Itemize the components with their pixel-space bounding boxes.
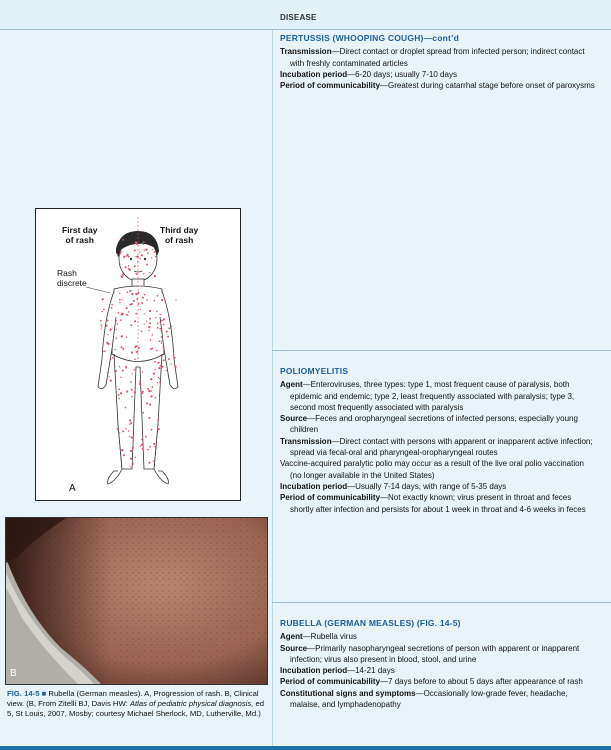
rash-dot bbox=[163, 318, 165, 320]
rash-dot bbox=[164, 298, 166, 300]
rash-dot bbox=[116, 337, 118, 339]
rash-dot bbox=[144, 323, 145, 324]
rash-dot bbox=[134, 346, 136, 348]
rash-dot bbox=[103, 350, 105, 352]
rash-dot bbox=[126, 314, 127, 315]
rash-dot bbox=[158, 377, 159, 378]
rash-dot bbox=[146, 299, 147, 300]
rash-dot bbox=[148, 462, 150, 464]
rash-dot bbox=[157, 382, 158, 383]
rash-dot bbox=[139, 380, 141, 382]
rash-dot bbox=[153, 443, 155, 445]
rash-dot bbox=[117, 428, 119, 430]
rash-dot bbox=[148, 330, 150, 332]
rash-dot bbox=[143, 241, 145, 243]
panel-a-label: A bbox=[69, 483, 76, 494]
rash-dot bbox=[153, 300, 155, 302]
rash-dot bbox=[139, 383, 141, 385]
rash-dot bbox=[131, 389, 133, 391]
rash-dot bbox=[168, 358, 170, 360]
rash-dot bbox=[110, 358, 111, 359]
rash-dot bbox=[159, 340, 161, 342]
definition-item bbox=[280, 676, 595, 687]
rash-dot bbox=[133, 417, 135, 419]
rash-dot bbox=[157, 322, 159, 324]
rash-dot bbox=[136, 243, 138, 245]
rash-dot bbox=[129, 269, 131, 271]
pertussis-title: PERTUSSIS (WHOOPING COUGH)—cont’d bbox=[280, 33, 459, 43]
rash-dot bbox=[134, 358, 136, 360]
rash-dot bbox=[163, 324, 165, 326]
rash-dot bbox=[106, 325, 108, 327]
rash-dot bbox=[148, 390, 150, 392]
definition-text: —Enteroviruses, three types: type 1, most frequent cause of paralysis, both epidemic and endemic; type 2, least frequently associated with paralysis; type 3, second most frequently associated with paralysis bbox=[290, 380, 575, 412]
rash-dot bbox=[118, 388, 120, 390]
rash-dot bbox=[131, 396, 133, 398]
rash-dot bbox=[125, 266, 127, 268]
rash-dot bbox=[122, 348, 124, 350]
rash-dot bbox=[151, 429, 153, 431]
rash-dot bbox=[139, 258, 140, 259]
rash-dot bbox=[127, 254, 129, 256]
rash-dot bbox=[161, 340, 162, 341]
definition-text: —Not exactly known; virus present in throat and feces shortly after infection and persists for about 1 week in throat and 4-6 weeks in feces bbox=[290, 493, 586, 514]
rash-dot bbox=[131, 467, 132, 468]
definition-text: —Occasionally low-grade fever, headache, malaise, and lymphadenopathy bbox=[290, 688, 568, 710]
rash-dot bbox=[159, 322, 160, 323]
rash-dot bbox=[154, 369, 156, 371]
child-figure-drawing bbox=[36, 209, 240, 500]
caption-text-2: ed 5, St Louis, 2007, Mosby; courtesy Michael Sherlock, MD, Lutherville, Md.) bbox=[7, 699, 265, 718]
rash-dot bbox=[133, 300, 135, 302]
page-header bbox=[0, 0, 611, 30]
rash-dot bbox=[134, 369, 135, 370]
rash-dot bbox=[101, 328, 102, 329]
clinical-photo-image bbox=[6, 518, 267, 684]
definition-label: Agent bbox=[280, 380, 303, 390]
rash-dot bbox=[119, 432, 121, 434]
definition-label: Constitutional signs and symptoms bbox=[280, 688, 416, 698]
definition-item bbox=[280, 46, 595, 69]
rash-dot bbox=[123, 454, 125, 456]
definition-item bbox=[280, 643, 595, 666]
rash-dot bbox=[118, 312, 120, 314]
rash-dot bbox=[141, 439, 143, 441]
rash-dot bbox=[115, 320, 117, 322]
definition-label: Period of communicability bbox=[280, 493, 381, 503]
rash-dot bbox=[125, 366, 126, 367]
definition-item bbox=[280, 436, 595, 459]
rash-dot bbox=[131, 436, 133, 438]
definition-text: —6-20 days; usually 7-10 days bbox=[347, 69, 457, 79]
rash-dot bbox=[122, 369, 124, 371]
rash-dot bbox=[115, 349, 116, 350]
rash-dot bbox=[126, 390, 128, 392]
rash-dot bbox=[131, 351, 133, 353]
rash-dot bbox=[160, 314, 162, 316]
definition-label: Agent bbox=[280, 632, 303, 642]
rash-dot bbox=[144, 250, 145, 251]
column-title: DISEASE bbox=[280, 13, 317, 22]
rash-dot bbox=[128, 265, 129, 266]
rash-dot bbox=[173, 354, 174, 355]
rash-dot bbox=[147, 252, 149, 254]
rash-dot bbox=[107, 372, 108, 373]
rash-dot bbox=[153, 373, 155, 375]
rash-dot bbox=[128, 311, 130, 313]
figure-caption bbox=[7, 689, 269, 719]
rash-dot bbox=[119, 299, 121, 301]
rash-dot bbox=[173, 357, 175, 359]
rash-dot bbox=[154, 275, 156, 277]
definition-item bbox=[280, 413, 595, 436]
rash-dot bbox=[139, 252, 140, 253]
rash-dot bbox=[155, 256, 156, 257]
panel-b-label: B bbox=[10, 668, 17, 679]
polio-title: POLIOMYELITIS bbox=[280, 366, 349, 376]
rash-dot bbox=[152, 386, 154, 388]
rash-dot bbox=[138, 347, 140, 349]
rash-dot bbox=[119, 302, 120, 303]
rash-dot bbox=[129, 424, 130, 425]
rash-dot bbox=[138, 292, 140, 294]
definition-item bbox=[280, 688, 595, 711]
clinical-photo bbox=[5, 517, 268, 685]
rash-dot bbox=[159, 365, 161, 367]
definition-text: —14-21 days bbox=[347, 666, 395, 676]
rash-dot bbox=[128, 430, 129, 431]
rash-dot bbox=[126, 307, 128, 309]
rash-dot bbox=[110, 380, 112, 382]
rash-dot bbox=[143, 273, 144, 274]
rash-dot bbox=[141, 302, 143, 304]
rash-dot bbox=[145, 249, 147, 251]
rash-dot bbox=[132, 463, 134, 465]
rash-dot bbox=[118, 398, 120, 400]
rash-dot bbox=[130, 450, 132, 452]
rash-dot bbox=[135, 256, 137, 258]
rash-dot bbox=[148, 417, 150, 419]
rash-dot bbox=[128, 256, 130, 258]
rash-dot bbox=[112, 357, 113, 358]
rash-dot bbox=[146, 320, 147, 321]
definition-label: Incubation period bbox=[280, 666, 348, 676]
rash-dot bbox=[119, 293, 120, 294]
rash-dot bbox=[126, 291, 128, 293]
rash-dot bbox=[130, 324, 132, 326]
rash-dot bbox=[159, 381, 161, 383]
rash-dot bbox=[117, 423, 119, 425]
definition-item bbox=[280, 458, 595, 481]
polio-section bbox=[280, 366, 595, 515]
definition-text: —7 days before to about 5 days after appearance of rash bbox=[380, 677, 583, 687]
rash-dot bbox=[142, 371, 143, 372]
definition-text: —Direct contact or droplet spread from infected person; indirect contact with freshly contaminated articles bbox=[290, 47, 585, 68]
rash-dot bbox=[154, 251, 156, 253]
rash-dot bbox=[121, 312, 123, 314]
rash-dot bbox=[132, 447, 134, 449]
rash-dot bbox=[130, 458, 132, 460]
rash-dot bbox=[131, 293, 133, 295]
rash-dot bbox=[141, 254, 143, 256]
rash-dot bbox=[145, 436, 147, 438]
pertussis-items bbox=[280, 46, 595, 91]
rash-dot bbox=[152, 334, 154, 336]
rash-dot bbox=[106, 342, 108, 344]
rash-dot bbox=[138, 303, 140, 305]
rash-dot bbox=[120, 392, 122, 394]
rash-dot bbox=[149, 272, 150, 273]
rash-dot bbox=[148, 326, 150, 328]
definition-label: Transmission bbox=[280, 436, 332, 446]
rash-dot bbox=[122, 299, 123, 300]
rash-dot bbox=[161, 342, 162, 343]
rash-dot bbox=[118, 394, 120, 396]
rash-dot bbox=[171, 363, 172, 364]
rash-dot bbox=[115, 370, 117, 372]
rash-dot bbox=[149, 403, 151, 405]
rash-dot bbox=[122, 273, 124, 275]
rash-dot bbox=[111, 304, 113, 306]
rash-dot bbox=[157, 419, 159, 421]
rash-dot bbox=[101, 324, 103, 326]
rash-dot bbox=[141, 331, 143, 333]
section-rule bbox=[272, 602, 611, 603]
caption-bullet: ■ bbox=[41, 689, 47, 698]
rash-dot bbox=[174, 366, 176, 368]
rash-dot bbox=[156, 311, 158, 313]
rash-dot bbox=[130, 381, 132, 383]
rubella-items bbox=[280, 631, 595, 710]
rash-dot bbox=[107, 334, 108, 335]
rash-dot bbox=[135, 387, 136, 388]
rash-dot bbox=[155, 397, 157, 399]
rash-dot bbox=[151, 257, 152, 258]
rash-dot bbox=[160, 329, 162, 331]
rash-dot bbox=[142, 391, 144, 393]
rash-dot bbox=[135, 457, 136, 458]
rash-dot bbox=[100, 320, 102, 322]
rash-dot bbox=[135, 273, 137, 275]
caption-italic-title: Atlas of pediatric physical diagnosis, bbox=[129, 699, 254, 708]
rubella-section bbox=[280, 618, 595, 710]
rash-dot bbox=[157, 327, 159, 329]
rash-dot bbox=[149, 446, 151, 448]
rash-dot bbox=[155, 317, 156, 318]
rash-dot bbox=[103, 309, 105, 311]
rash-dot bbox=[129, 436, 130, 437]
rash-dot bbox=[159, 378, 160, 379]
rash-discrete-label: Rash discrete bbox=[57, 268, 87, 288]
rash-dot bbox=[149, 310, 151, 312]
definition-item bbox=[280, 492, 595, 515]
definition-text: —Usually 7-14 days, with range of 5-35 days bbox=[347, 481, 507, 491]
rash-dot bbox=[121, 335, 123, 337]
bottom-bar bbox=[0, 746, 611, 750]
definition-item bbox=[280, 631, 595, 642]
rash-dot bbox=[134, 320, 136, 322]
rash-dot bbox=[135, 293, 137, 295]
rash-dot bbox=[166, 370, 167, 371]
rash-dot bbox=[125, 428, 126, 429]
definition-text: —Rubella virus bbox=[302, 632, 357, 642]
pertussis-section bbox=[280, 33, 595, 91]
rash-dot bbox=[150, 395, 152, 397]
definition-item bbox=[280, 379, 595, 413]
rash-dot bbox=[121, 346, 123, 348]
rash-dot bbox=[146, 264, 148, 266]
column-divider bbox=[272, 30, 273, 746]
definition-item bbox=[280, 665, 595, 676]
rash-dot bbox=[163, 359, 165, 361]
rash-dot bbox=[157, 295, 159, 297]
definition-label: Transmission bbox=[280, 47, 332, 57]
rash-dot bbox=[140, 309, 141, 310]
caption-fig-number: FIG. 14-5 bbox=[7, 689, 40, 698]
definition-text: —Greatest during catarrhal stage before onset of paroxysms bbox=[380, 81, 595, 91]
rash-dot bbox=[163, 346, 165, 348]
rash-dot bbox=[135, 313, 137, 315]
rash-dot bbox=[151, 390, 152, 391]
rash-dot bbox=[150, 378, 152, 380]
rash-dot bbox=[144, 294, 146, 296]
rash-dot bbox=[143, 412, 145, 414]
rash-dot bbox=[171, 326, 172, 327]
rash-dot bbox=[159, 328, 161, 330]
definition-label: Period of communicability bbox=[280, 677, 381, 687]
rash-dot bbox=[136, 351, 138, 353]
definition-text: —Feces and oropharyngeal secretions of infected persons, especially young children bbox=[290, 414, 578, 435]
rash-dot bbox=[102, 298, 104, 300]
rash-dot bbox=[131, 303, 133, 305]
rash-dot bbox=[134, 265, 136, 267]
rash-dot bbox=[153, 460, 154, 461]
rash-dot bbox=[122, 239, 124, 241]
rash-dot bbox=[117, 323, 119, 325]
definition-label: Incubation period bbox=[280, 481, 348, 491]
rash-dot bbox=[119, 252, 121, 254]
rash-dot bbox=[154, 361, 156, 363]
rash-dot bbox=[161, 331, 162, 332]
rash-dot bbox=[119, 366, 120, 367]
definition-text: —Primarily nasopharyngeal secretions of person with apparent or inapparent infection; virus also present in blood, stool, and urine bbox=[290, 643, 580, 664]
rash-dot bbox=[162, 366, 164, 368]
rash-dot bbox=[149, 322, 151, 324]
rash-dot bbox=[146, 402, 148, 404]
definition-item bbox=[280, 69, 595, 80]
rubella-title: RUBELLA (GERMAN MEASLES) (FIG. 14-5) bbox=[280, 618, 461, 628]
rash-dot bbox=[123, 256, 125, 258]
section-rule bbox=[272, 350, 611, 351]
rash-dot bbox=[147, 388, 149, 390]
rash-dot bbox=[101, 326, 102, 327]
definition-text: —Direct contact with persons with apparent or inapparent active infection; spread via fecal-oral and pharyngeal-oropharyngeal routes bbox=[290, 436, 593, 458]
definition-label: Source bbox=[280, 643, 308, 653]
rash-dot bbox=[129, 304, 131, 306]
rash-dot bbox=[147, 449, 149, 451]
rash-dot bbox=[130, 466, 131, 467]
rash-dot bbox=[149, 245, 150, 246]
rash-dot bbox=[116, 329, 117, 330]
rash-dot bbox=[152, 249, 153, 250]
rash-dot bbox=[108, 376, 109, 377]
rash-dot bbox=[137, 261, 138, 262]
rash-dot bbox=[120, 377, 121, 378]
rash-dot bbox=[142, 297, 144, 299]
rash-dot bbox=[125, 407, 127, 409]
rash-dot bbox=[121, 449, 123, 451]
polio-items bbox=[280, 379, 595, 515]
rash-dot bbox=[102, 311, 104, 313]
rash-dot bbox=[130, 422, 132, 424]
rash-dot bbox=[154, 446, 156, 448]
rash-dot bbox=[122, 430, 124, 432]
rash-dot bbox=[158, 362, 160, 364]
definition-item bbox=[280, 481, 595, 492]
rash-dot bbox=[141, 444, 143, 446]
rash-dot bbox=[141, 404, 142, 405]
definition-label: Incubation period bbox=[280, 69, 348, 79]
definition-label: Period of communicability bbox=[280, 81, 381, 91]
rash-dot bbox=[142, 448, 144, 450]
rash-dot bbox=[131, 290, 132, 291]
first-day-label: First day of rash bbox=[62, 225, 98, 245]
rash-dot bbox=[143, 313, 144, 314]
rash-dot bbox=[168, 327, 170, 329]
rash-dot bbox=[131, 373, 132, 374]
rash-dot bbox=[149, 318, 151, 320]
rash-dot bbox=[134, 391, 136, 393]
rash-dot bbox=[167, 336, 169, 338]
rash-dot bbox=[158, 367, 160, 369]
rash-dot bbox=[161, 320, 163, 322]
rash-dot bbox=[143, 244, 144, 245]
rash-dot bbox=[156, 350, 158, 352]
rash-dot bbox=[150, 348, 152, 350]
rash-dot bbox=[126, 336, 128, 338]
definition-item bbox=[280, 80, 595, 91]
rash-dot bbox=[120, 319, 122, 321]
rash-dot bbox=[157, 428, 159, 430]
third-day-label: Third day of rash bbox=[160, 225, 199, 245]
rash-dot bbox=[134, 249, 136, 251]
rash-dot bbox=[175, 300, 176, 301]
rash-dot bbox=[129, 419, 131, 421]
rash-dot bbox=[122, 275, 123, 276]
definition-text: Vaccine-acquired paralytic polio may occur as a result of the live oral polio vaccination (no longer available in the United States) bbox=[280, 459, 585, 480]
rash-dot bbox=[106, 319, 108, 321]
rash-dot bbox=[111, 307, 113, 309]
rash-dot bbox=[161, 299, 163, 301]
rash-dot bbox=[150, 339, 152, 341]
rash-dot bbox=[161, 336, 163, 338]
rash-progression-illustration bbox=[35, 208, 241, 501]
rash-dot bbox=[166, 331, 168, 333]
rash-dot bbox=[140, 445, 141, 446]
rash-dot bbox=[136, 298, 138, 300]
rash-dot bbox=[137, 256, 139, 258]
definition-label: Source bbox=[280, 414, 308, 424]
rash-dot bbox=[110, 328, 112, 330]
caption-text-1: Rubella (German measles). A, Progression of rash. B, Clinical view. (B, From Zitelli BJ, Davis HW: bbox=[7, 689, 259, 708]
